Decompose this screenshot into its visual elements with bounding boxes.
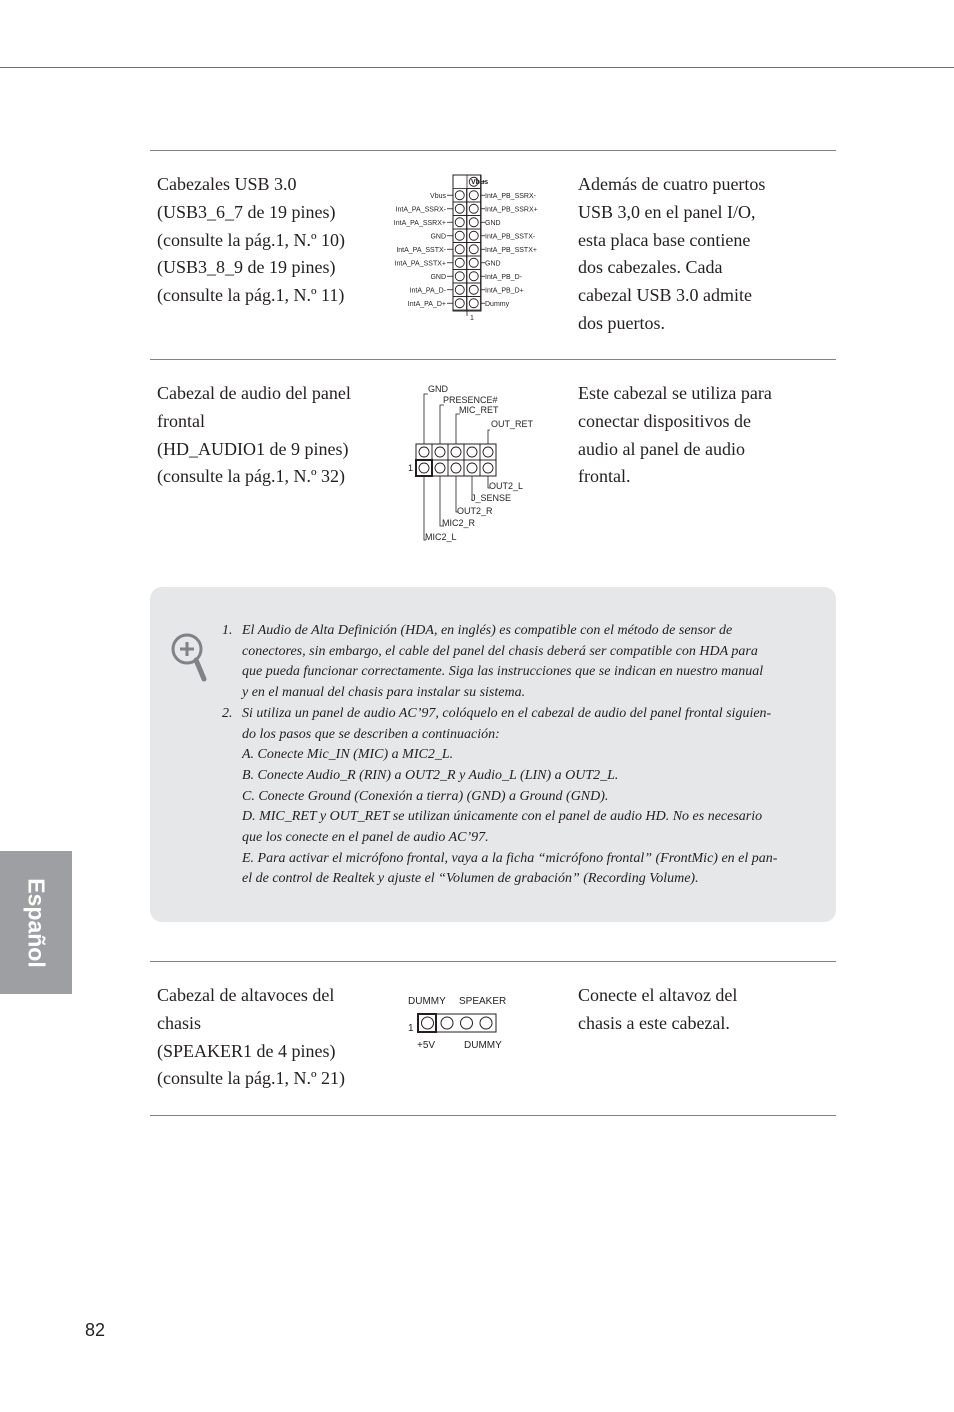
note-item-number: 2.	[222, 705, 233, 721]
speaker-right-line: Conecte el altavoz del	[578, 985, 738, 1005]
note-item-2	[222, 704, 792, 725]
audio-left-line: (HD_AUDIO1 de 9 pines)	[157, 438, 349, 459]
divider-audio-top	[150, 359, 836, 360]
language-label: Español	[23, 877, 50, 968]
usb-left-line: (consulte la pág.1, N.º 11)	[157, 285, 345, 306]
note-line: A. Conecte Mic_IN (MIC) a MIC2_L.	[242, 747, 454, 763]
note-line: conectores, sin embargo, el cable del panel del chasis deberá ser compatible con HDA para	[242, 643, 758, 659]
speaker-pin-diagram	[400, 990, 530, 1052]
pin-square	[448, 460, 464, 476]
audio-left-line: (consulte la pág.1, N.º 32)	[157, 466, 346, 487]
usb3-pin-diagram	[375, 170, 565, 325]
pin-hole	[469, 191, 478, 200]
audio-right-line: Este cabezal se utiliza para	[578, 383, 772, 403]
usb-right-line: USB 3,0 en el panel I/O,	[578, 201, 756, 222]
usb-right-line: Además de cuatro puertos	[578, 174, 766, 194]
audio-label-gnd: GND	[428, 384, 448, 394]
language-side-tab	[0, 851, 72, 994]
speaker-left-line: Cabezal de altavoces del	[157, 985, 335, 1005]
pin-square	[448, 444, 464, 460]
speaker-label-5v: +5V	[417, 1040, 436, 1051]
usb-pin-label: Dummy	[485, 301, 510, 308]
usb-pins	[447, 175, 485, 310]
usb-pin-label: GND	[430, 233, 446, 241]
note-line: el de control de Realtek y ajuste el “Volumen de grabación” (Recording Volume).	[242, 871, 699, 887]
usb-right-line: esta placa base contiene	[578, 229, 751, 250]
note-line: y en el manual del chasis para instalar su sistema.	[242, 685, 526, 701]
note-line: C. Conecte Ground (Conexión a tierra) (GND) a Ground (GND).	[242, 788, 609, 804]
note-line: E. Para activar el micrófono frontal, vaya a la ficha “micrófono frontal” (FrontMic) en el pan-	[242, 850, 778, 866]
audio-label-presence: PRESENCE#	[443, 395, 498, 405]
usb-left-line: (USB3_8_9 de 19 pines)	[157, 257, 336, 278]
speaker-label-dummy-bottom: DUMMY	[464, 1040, 502, 1051]
pin-hole	[455, 258, 464, 267]
audio-pins	[416, 444, 496, 476]
usb-pin-label: Vbus	[430, 193, 446, 200]
usb-left-line: Cabezales USB 3.0	[157, 174, 297, 194]
pin-hole	[455, 272, 464, 281]
speaker-left-line: chasis	[157, 1012, 201, 1033]
magnifier-plus-icon	[170, 632, 210, 684]
speaker-description	[578, 982, 737, 1038]
usb-pin-label: IntA_PA_SSRX-	[395, 206, 446, 214]
usb-pin-label: IntA_PA_SSRX+	[393, 220, 446, 227]
note-line: que pueda funcionar correctamente. Siga las instrucciones que se indican en nuestro manual	[242, 664, 764, 680]
pin-hole	[419, 463, 429, 473]
pin-square	[480, 460, 496, 476]
usb-pin-label: IntA_PB_SSTX-	[485, 233, 536, 241]
audio-label-j-sense: J_SENSE	[471, 493, 512, 503]
pin-hole	[461, 1017, 473, 1029]
note-line: B. Conecte Audio_R (RIN) a OUT2_R y Audio_L (LIN) a OUT2_L.	[242, 767, 619, 783]
usb-description	[578, 171, 765, 338]
audio-label-mic2-l: MIC2_L	[425, 532, 457, 542]
divider-usb-top	[150, 150, 836, 151]
audio-header-title	[157, 380, 351, 491]
pin-hole	[469, 299, 478, 308]
pin-square	[432, 444, 448, 460]
audio-left-line: frontal	[157, 410, 205, 431]
pin-hole	[469, 285, 478, 294]
usb-pin-label: IntA_PB_SSRX-	[485, 193, 536, 200]
speaker-label-speaker: SPEAKER	[459, 996, 507, 1007]
usb-header-title	[157, 171, 345, 310]
note-item-1	[222, 621, 792, 642]
pin-hole	[422, 1017, 434, 1029]
pin-hole	[469, 231, 478, 240]
pin-hole	[483, 447, 493, 457]
pin-hole	[455, 285, 464, 294]
usb-pin-label: IntA_PA_SSTX+	[394, 260, 446, 268]
pin-hole	[469, 258, 478, 267]
pin-hole	[455, 245, 464, 254]
pin-hole	[419, 447, 429, 457]
pin-hole	[455, 204, 464, 213]
usb-pin-label: IntA_PB_SSTX+	[485, 247, 537, 254]
pin-hole	[469, 245, 478, 254]
pin-hole	[435, 447, 445, 457]
note-item-number: 1.	[222, 623, 233, 638]
pin-hole	[469, 272, 478, 281]
pin-hole	[455, 218, 464, 227]
pin-square	[432, 460, 448, 476]
usb-right-line: dos cabezales. Cada	[578, 257, 723, 278]
speaker-label-dummy-top: DUMMY	[408, 996, 446, 1007]
audio-right-line: conectar dispositivos de	[578, 410, 751, 431]
pin-hole	[455, 299, 464, 308]
speaker-header-outline	[418, 1014, 496, 1032]
usb-pin-labels	[394, 193, 538, 308]
audio-description	[578, 380, 772, 491]
speaker-header-title	[157, 982, 345, 1093]
speaker-left-line: (SPEAKER1 de 4 pines)	[157, 1040, 336, 1061]
speaker-left-line: (consulte la pág.1, N.º 21)	[157, 1068, 346, 1089]
note-line: do los pasos que se describen a continuación:	[242, 726, 500, 742]
usb-pin-label: IntA_PB_D+	[485, 287, 524, 295]
pin-hole	[483, 463, 493, 473]
pin-hole	[467, 463, 477, 473]
note-text	[222, 621, 792, 890]
pin-hole	[467, 447, 477, 457]
pin-hole	[455, 231, 464, 240]
speaker-right-line: chasis a este cabezal.	[578, 1012, 730, 1033]
page-number: 82	[85, 1320, 106, 1340]
audio-label-out2-l: OUT2_L	[489, 481, 524, 491]
pin-hole	[451, 463, 461, 473]
usb-pin-label: IntA_PB_SSRX+	[485, 206, 538, 214]
audio-right-line: audio al panel de audio	[578, 438, 745, 459]
usb-top-label: Vbus	[471, 179, 489, 186]
audio-left-line: Cabezal de audio del panel	[157, 383, 351, 403]
pin-square	[416, 460, 432, 476]
pin-square	[416, 444, 432, 460]
audio-label-mic2-r: MIC2_R	[442, 518, 476, 528]
usb-left-line: (consulte la pág.1, N.º 10)	[157, 229, 346, 250]
usb-right-line: dos puertos.	[578, 312, 665, 333]
pin-square	[480, 444, 496, 460]
divider-speaker-bottom	[150, 1115, 836, 1116]
pin-hole	[480, 1017, 492, 1029]
audio-right-line: frontal.	[578, 466, 631, 487]
pin-square	[464, 460, 480, 476]
audio-pin1-box	[416, 460, 432, 476]
speaker-pins	[422, 1017, 493, 1029]
usb-left-line: (USB3_6_7 de 19 pines)	[157, 201, 336, 222]
pin-hole	[441, 1017, 453, 1029]
divider-speaker-top	[150, 961, 836, 962]
note-line: D. MIC_RET y OUT_RET se utilizan únicamente con el panel de audio HD. No es necesario	[242, 809, 763, 825]
pin-hole	[469, 204, 478, 213]
pin-square	[464, 444, 480, 460]
usb-pin-label: IntA_PA_SSTX-	[396, 247, 446, 254]
top-rule	[0, 67, 954, 68]
hd-audio-pin-diagram	[400, 380, 550, 545]
note-line: que los conecte en el panel de audio AC’97.	[242, 830, 489, 846]
usb-pin-label: IntA_PA_D-	[409, 287, 446, 295]
pin-hole	[451, 447, 461, 457]
usb-pin-label: GND	[485, 260, 501, 268]
pin-hole	[455, 191, 464, 200]
usb-pin-label: GND	[485, 220, 501, 227]
note-line: Si utiliza un panel de audio AC’97, colóquelo en el cabezal de audio del panel frontal siguien-	[242, 705, 772, 721]
pin-hole	[469, 218, 478, 227]
usb-right-line: cabezal USB 3.0 admite	[578, 285, 752, 306]
usb-pin-label: GND	[430, 274, 446, 281]
audio-label-out2-r: OUT2_R	[457, 506, 493, 516]
usb-pin-label: IntA_PA_D+	[407, 301, 446, 308]
speaker-pin1-label: 1	[408, 1023, 414, 1034]
usb-pin-label: IntA_PB_D-	[485, 274, 522, 281]
audio-label-mic-ret: MIC_RET	[459, 405, 499, 415]
audio-label-out-ret: OUT_RET	[491, 419, 534, 429]
audio-pin1-label: 1	[408, 463, 414, 473]
usb-pin1-label: 1	[470, 315, 474, 322]
pin-hole	[435, 463, 445, 473]
note-line: El Audio de Alta Definición (HDA, en inglés) es compatible con el método de sensor de	[242, 623, 733, 638]
